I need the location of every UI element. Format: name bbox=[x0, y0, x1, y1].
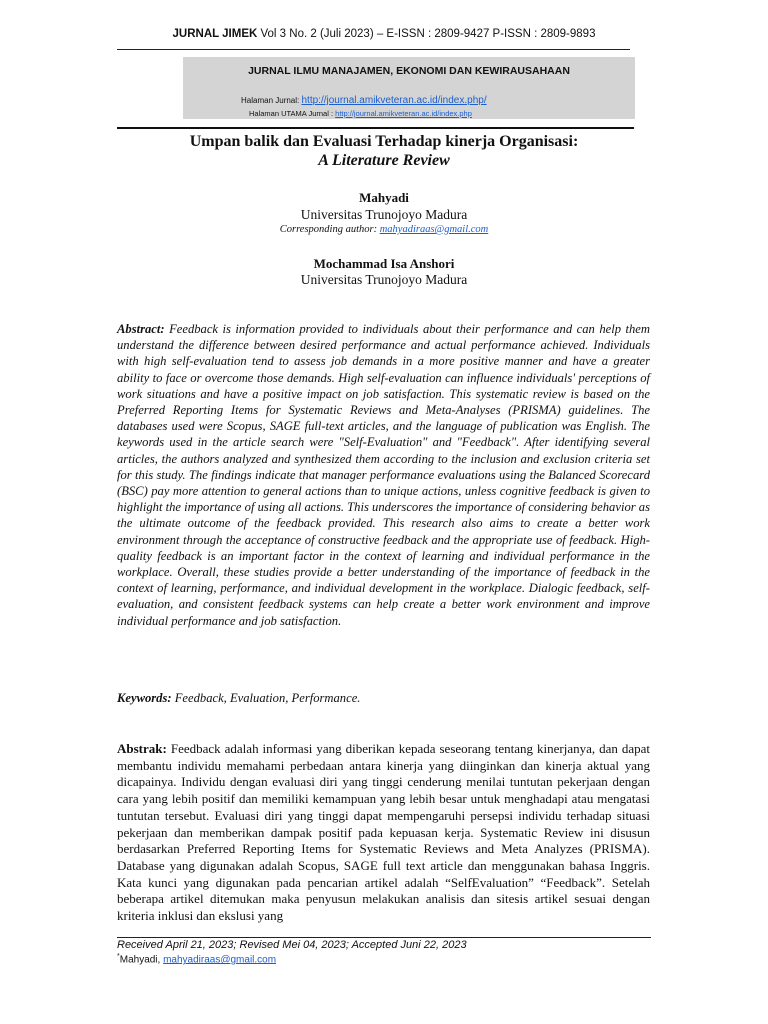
journal-page-link[interactable]: http://journal.amikveteran.ac.id/index.php/ bbox=[301, 95, 487, 106]
banner-divider bbox=[117, 127, 634, 129]
main-page-line bbox=[249, 109, 472, 118]
footnote-author bbox=[117, 953, 276, 965]
abstract-label: Abstract: bbox=[117, 322, 165, 336]
abstract-indonesian bbox=[117, 741, 650, 925]
corresponding-author bbox=[0, 224, 768, 235]
journal-page-line bbox=[241, 95, 487, 106]
banner-title: JURNAL ILMU MANAJAMEN, EKONOMI DAN KEWIRAUSAHAAN bbox=[248, 65, 570, 77]
running-header bbox=[0, 28, 768, 40]
keywords-text: Feedback, Evaluation, Performance. bbox=[174, 691, 361, 705]
main-page-link[interactable]: http://journal.amikveteran.ac.id/index.php bbox=[335, 109, 472, 118]
article-subtitle: A Literature Review bbox=[318, 152, 450, 169]
corresponding-label: Corresponding author: bbox=[279, 224, 378, 235]
issue-info: Vol 3 No. 2 (Juli 2023) – E-ISSN : 2809-9427 P-ISSN : 2809-9893 bbox=[260, 28, 596, 40]
abstrak-text: Feedback adalah informasi yang diberikan kepada seseorang tentang kinerjanya, dan dapat membantu individu memahami perbedaan antara kinerja yang diinginkan dan kinerja aktual yang dicapainya. Individu dengan evaluasi diri yang tinggi cenderung menilai tuntutan pekerjaan dengan cara yang lebih positif dan memiliki kemampuan yang lebih besar untuk menghadapi atau mengatasi tuntutan tersebut. Evaluasi diri yang tinggi dapat mempengaruhi persepsi individu terhadap situasi pekerjaan dan memberikan dampak positif pada kepuasan kerja. Systematic Review ini disusun berdasarkan Preferred Reporting Items for Systematic Reviews and Meta Analyzes (PRISMA). Database yang digunakan adalah Scopus, SAGE full text article dan menggunakan bahasa Inggris. Kata kunci yang digunakan pada pencarian artikel adalah “SelfEvaluation” “Feedback”. Setelah beberapa artikel ditemukan maka penyusun melakukan analisis dan sitesis artikel sesuai dengan kriteria inklusi dan ekslusi yang bbox=[117, 741, 650, 924]
main-page-label: Halaman UTAMA Jurnal : bbox=[249, 109, 334, 118]
keywords bbox=[117, 691, 650, 706]
journal-name: JURNAL JIMEK bbox=[172, 28, 258, 40]
author-name-1: Mahyadi bbox=[359, 190, 409, 205]
abstract-english bbox=[117, 321, 650, 629]
keywords-label: Keywords: bbox=[117, 691, 172, 705]
abstrak-label: Abstrak: bbox=[117, 741, 167, 756]
author-affiliation-1: Universitas Trunojoyo Madura bbox=[300, 207, 468, 222]
corresponding-email-link[interactable]: mahyadiraas@gmail.com bbox=[379, 224, 489, 235]
abstract-text: Feedback is information provided to individuals about their performance and can help them understand the difference between desired performance and actual performance achieved. Individuals with high self-evaluation tend to assess job demands in a more positive manner and have a greater ability to face or overcome those demands. High self-evaluation can influence individuals' perceptions of work situations and have a positive impact on job satisfaction. This systematic review is based on the Preferred Reporting Items for Systematic Reviews and Meta-Analyses (PRISMA) guidelines. The databases used were Scopus, SAGE full-text articles, and the language of publication was English. The keywords used in the article search were "Self-Evaluation" and "Feedback". After identifying several articles, the authors analyzed and synthesized them according to the inclusion and exclusion criteria set for this study. The findings indicate that manager performance evaluations using the Balanced Scorecard (BSC) pay more attention to general actions than to unique actions, unless cognitive feedback is given to highlight the importance of using all actions. This underscores the importance of considering behavior as the ultimate outcome of the feedback provided. This research also aims to create a better work environment through the acceptance of constructive feedback and the appropriate use of feedback. High-quality feedback is an important factor in the context of learning and individual performance in the workplace. Overall, these studies provide a better understanding of the importance of feedback in the context of learning, performance, and individual development in the workplace. Dialogic feedback, self-evaluation, and consistent feedback systems can help create a better work environment and improve individual performance and job satisfaction. bbox=[117, 322, 650, 628]
journal-banner bbox=[183, 57, 635, 119]
footnote-marker: * bbox=[117, 953, 120, 960]
author-affiliation-2: Universitas Trunojoyo Madura bbox=[300, 272, 468, 287]
footer-divider bbox=[117, 937, 651, 938]
received-dates: Received April 21, 2023; Revised Mei 04, 2023; Accepted Juni 22, 2023 bbox=[117, 939, 467, 951]
journal-page-label: Halaman Jurnal: bbox=[241, 96, 300, 105]
footnote-author-name: Mahyadi, bbox=[119, 954, 161, 966]
article-title: Umpan balik dan Evaluasi Terhadap kinerja Organisasi: bbox=[189, 133, 579, 150]
footnote-email-link[interactable]: mahyadiraas@gmail.com bbox=[163, 954, 277, 966]
author-name-2: Mochammad Isa Anshori bbox=[313, 256, 455, 271]
header-divider bbox=[117, 49, 630, 50]
